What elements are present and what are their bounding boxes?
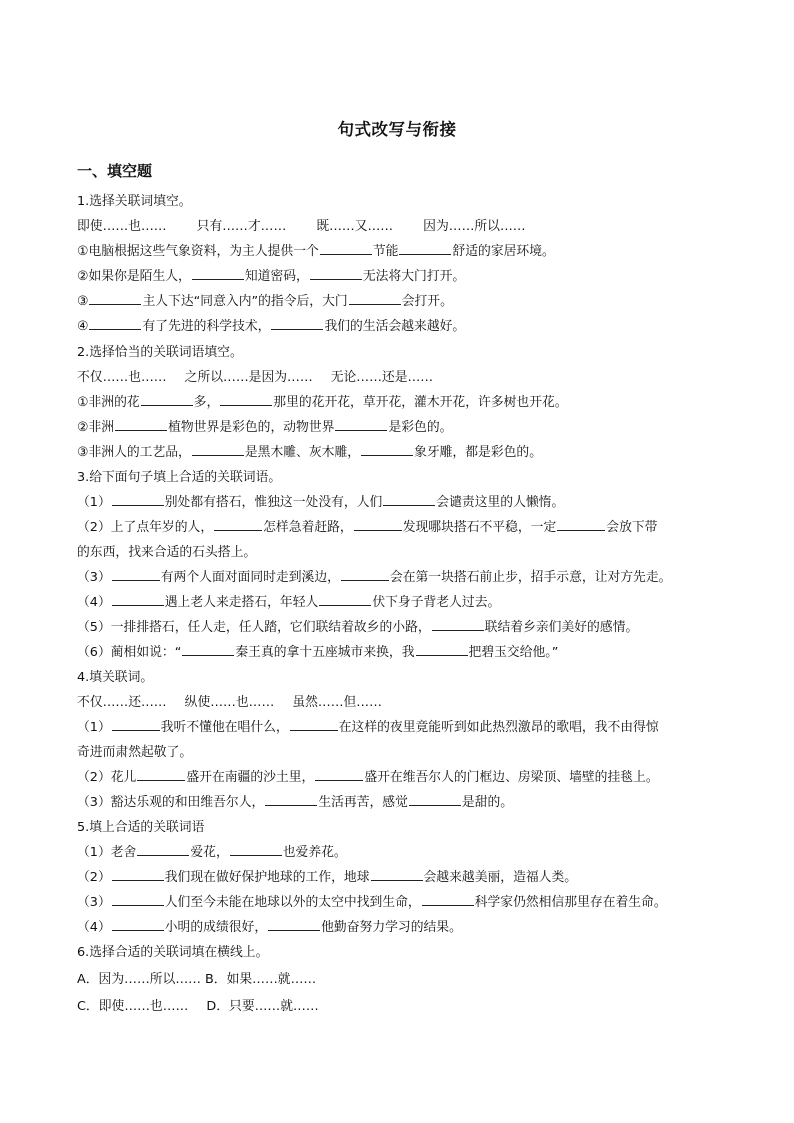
answer-blank[interactable] [112, 591, 164, 606]
line-text: 会放下带 [606, 520, 658, 535]
line-text: （1） [77, 720, 111, 735]
line-text: 是彩色的。 [388, 420, 453, 435]
answer-blank[interactable] [432, 616, 484, 631]
answer-blank[interactable] [137, 841, 189, 856]
line-text: 联结着乡亲们美好的感情。 [484, 620, 639, 635]
line-text: 我们现在做好保护地球的工作，地球 [164, 870, 370, 885]
answer-blank[interactable] [361, 441, 413, 456]
question-1-line-1 [77, 239, 727, 264]
line-text: 怎样急着赶路， [263, 520, 353, 535]
question-5-line-1 [77, 840, 727, 865]
answer-blank[interactable] [220, 391, 272, 406]
question-2-stem: 2.选择恰当的关联词语填空。 [77, 345, 243, 360]
answer-blank[interactable] [112, 491, 164, 506]
line-text: 在这样的夜里竟能听到如此热烈激昂的歌唱，我不由得惊 [338, 720, 659, 735]
line-text: 我们的生活会越来越好。 [324, 319, 466, 334]
option-d[interactable]: D．只要……就…… [206, 999, 319, 1014]
line-text: 有了先进的科学技术， [142, 319, 271, 334]
question-3-stem: 3.给下面句子填上合适的关联词语。 [77, 470, 282, 485]
question-3-line-2 [77, 515, 727, 540]
option-text: 之所以……是因为…… [184, 370, 313, 385]
line-text: （5）一排排搭石，任人走，任人踏，它们联结着故乡的小路， [77, 620, 431, 635]
line-text: ③ [77, 294, 89, 309]
option-c[interactable]: C．即使……也…… [77, 999, 189, 1014]
answer-blank[interactable] [192, 265, 244, 280]
answer-blank[interactable] [383, 491, 435, 506]
option-text: 无论……还是…… [330, 370, 434, 385]
line-text: （3） [77, 895, 111, 910]
section-title: 一、填空题 [77, 162, 153, 180]
option-a[interactable]: A．因为……所以…… [77, 972, 201, 987]
line-text: （6）蔺相如说：“ [77, 645, 182, 660]
question-4-options [77, 690, 727, 715]
answer-blank[interactable] [409, 791, 461, 806]
question-5-line-3 [77, 890, 727, 915]
answer-blank[interactable] [320, 240, 372, 255]
line-text: 他勤奋努力学习的结果。 [321, 920, 462, 935]
line-text: 象牙雕，都是彩色的。 [414, 445, 542, 460]
answer-blank[interactable] [89, 290, 141, 305]
answer-blank[interactable] [557, 516, 605, 531]
answer-blank[interactable] [115, 416, 167, 431]
line-text: 植物世界是彩色的，动物世界 [168, 420, 335, 435]
line-text: 我听不懂他在唱什么， [160, 720, 289, 735]
line-text: 是黑木雕、灰木雕， [244, 445, 361, 460]
question-6-stem: 6.选择合适的关联词填在横线上。 [77, 945, 269, 960]
line-text: （1） [77, 495, 111, 510]
line-text: 是甜的。 [461, 795, 514, 810]
option-text: 即使……也…… [77, 219, 167, 234]
line-text: （1）老舍 [77, 845, 137, 860]
line-text: （4） [77, 595, 111, 610]
answer-blank[interactable] [416, 641, 468, 656]
answer-blank[interactable] [315, 766, 363, 781]
option-text: 不仅……还…… [77, 695, 167, 710]
answer-blank[interactable] [265, 791, 317, 806]
question-2-line-3 [77, 440, 727, 465]
question-1-line-2 [77, 264, 727, 289]
line-text: 知道密码， [244, 269, 309, 284]
line-text: 会在第一块搭石前止步，招手示意，让对方先走。 [389, 570, 672, 585]
line-text: 盛开在南疆的沙土里， [186, 770, 315, 785]
line-text: 小明的成绩很好， [164, 920, 268, 935]
question-3-line-6 [77, 640, 727, 665]
line-text: 会越来越美丽，造福人类。 [423, 870, 578, 885]
answer-blank[interactable] [349, 290, 401, 305]
question-4-line-2 [77, 765, 727, 790]
question-4-line-1-cont: 奇进而肃然起敬了。 [77, 745, 193, 760]
question-6-options-2 [77, 994, 727, 1019]
question-4-line-3 [77, 790, 727, 815]
option-text: 纵使……也…… [184, 695, 275, 710]
answer-blank[interactable] [371, 866, 423, 881]
question-3-line-5 [77, 615, 727, 640]
answer-blank[interactable] [182, 641, 234, 656]
option-text: 既……又…… [316, 219, 394, 234]
question-1-line-3 [77, 289, 727, 314]
page-title: 句式改写与衔接 [337, 120, 457, 139]
line-text: 发现哪块搭石不平稳，一定 [402, 520, 557, 535]
answer-blank[interactable] [112, 916, 164, 931]
line-text: 把碧玉交给他。” [468, 645, 559, 660]
line-text: 伏下身子背老人过去。 [372, 595, 501, 610]
line-text: ②如果你是陌生人， [77, 269, 191, 284]
answer-blank[interactable] [112, 566, 160, 581]
question-5-stem: 5.填上合适的关联词语 [77, 820, 205, 835]
answer-blank[interactable] [268, 916, 320, 931]
line-text: 也爱养花。 [282, 845, 347, 860]
answer-blank[interactable] [341, 566, 389, 581]
line-text: （4） [77, 920, 111, 935]
line-text: 秦王真的拿十五座城市来换，我 [235, 645, 415, 660]
option-b[interactable]: B．如果……就…… [205, 972, 317, 987]
line-text: ④ [77, 319, 89, 334]
answer-blank[interactable] [192, 441, 244, 456]
option-text: 只有……才…… [196, 219, 287, 234]
line-text: 多， [193, 395, 220, 410]
question-4-line-1 [77, 715, 727, 740]
line-text: 主人下达“同意入内”的指令后，大门 [142, 294, 348, 309]
answer-blank[interactable] [319, 591, 371, 606]
line-text: 生活再苦，感觉 [318, 795, 408, 810]
question-2-options [77, 365, 727, 390]
line-text: （3）豁达乐观的和田维吾尔人， [77, 795, 265, 810]
answer-blank[interactable] [230, 841, 282, 856]
answer-blank[interactable] [310, 265, 362, 280]
question-5-line-2 [77, 865, 727, 890]
answer-blank[interactable] [112, 891, 164, 906]
line-text: 科学家仍然相信那里存在着生命。 [474, 895, 667, 910]
answer-blank[interactable] [271, 315, 323, 330]
line-text: 盛开在维吾尔人的门框边、房梁顶、墙壁的挂毯上。 [364, 770, 659, 785]
answer-blank[interactable] [89, 315, 141, 330]
question-3-line-4 [77, 590, 727, 615]
answer-blank[interactable] [399, 240, 451, 255]
line-text: （2）上了点年岁的人， [77, 520, 214, 535]
question-3-line-2-cont: 的东西，找来合适的石头搭上。 [77, 545, 257, 560]
line-text: 遇上老人来走搭石，年轻人 [164, 595, 319, 610]
line-text: ①非洲的花 [77, 395, 140, 410]
answer-blank[interactable] [112, 866, 164, 881]
question-1-options [77, 214, 727, 239]
line-text: 有两个人面对面同时走到溪边， [160, 570, 340, 585]
answer-blank[interactable] [354, 516, 402, 531]
line-text: 那里的花开花，草开花，灌木开花，许多树也开花。 [273, 395, 568, 410]
option-text: 不仅……也…… [77, 370, 167, 385]
line-text: （2）花儿 [77, 770, 137, 785]
line-text: （3） [77, 570, 111, 585]
line-text: 别处都有搭石，惟独这一处没有，人们 [164, 495, 383, 510]
question-4-stem: 4.填关联词。 [77, 670, 154, 685]
line-text: 舒适的家居环境。 [452, 244, 555, 259]
line-text: （2） [77, 870, 111, 885]
question-1-stem: 1.选择关联词填空。 [77, 194, 192, 209]
question-6-options-1 [77, 967, 727, 992]
answer-blank[interactable] [214, 516, 262, 531]
question-2-line-2 [77, 415, 727, 440]
question-3-line-3 [77, 565, 727, 590]
question-3-line-1 [77, 490, 727, 515]
option-text: 因为……所以…… [423, 219, 526, 234]
answer-blank[interactable] [422, 891, 474, 906]
answer-blank[interactable] [112, 716, 160, 731]
line-text: ③非洲人的工艺品， [77, 445, 191, 460]
line-text: 人们至今未能在地球以外的太空中找到生命， [164, 895, 421, 910]
line-text: ②非洲 [77, 420, 115, 435]
line-text: 无法将大门打开。 [362, 269, 466, 284]
line-text: ①电脑根据这些气象资料，为主人提供一个 [77, 244, 319, 259]
question-2-line-1 [77, 390, 727, 415]
option-text: 虽然……但…… [292, 695, 382, 710]
line-text: 爱花， [190, 845, 229, 860]
line-text: 会打开。 [401, 294, 453, 309]
question-5-line-4 [77, 915, 727, 940]
line-text: 会谴责这里的人懒惰。 [436, 495, 565, 510]
answer-blank[interactable] [141, 391, 193, 406]
line-text: 节能 [372, 244, 399, 259]
question-1-line-4 [77, 314, 727, 339]
answer-blank[interactable] [137, 766, 185, 781]
answer-blank[interactable] [290, 716, 338, 731]
answer-blank[interactable] [335, 416, 387, 431]
